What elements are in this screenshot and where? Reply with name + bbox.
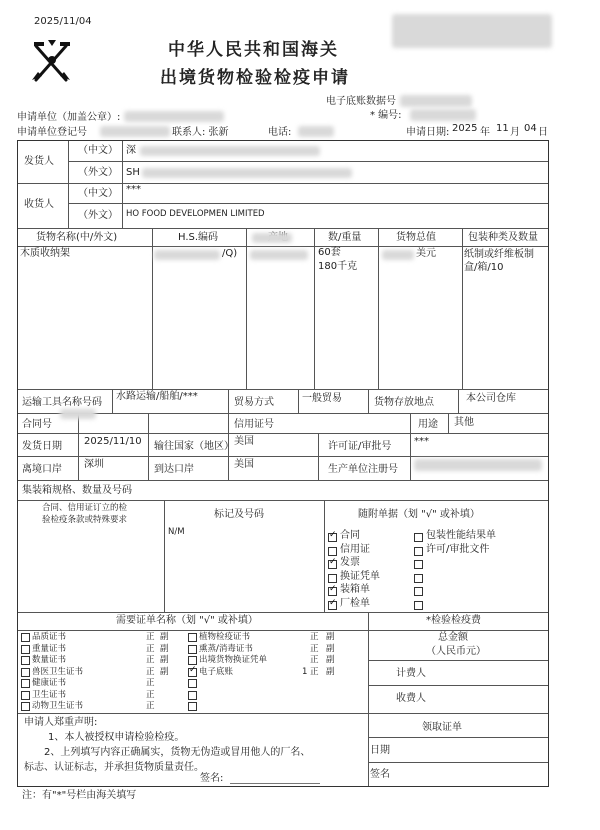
permit-label: 许可证/审批号 bbox=[328, 441, 392, 452]
goods-name-header: 货物名称(中/外文) bbox=[36, 232, 118, 243]
quantity-value: 60套 bbox=[318, 247, 341, 258]
doc-left-label-2: 发票 bbox=[340, 557, 360, 568]
cert-right-original-count-3: 1 bbox=[302, 666, 308, 677]
marks-label: 标记及号码 bbox=[214, 509, 264, 520]
doc-left-check-mark-5: ✓ bbox=[329, 597, 337, 608]
cert-left-label-4: 健康证书 bbox=[32, 678, 67, 688]
footer-note: 注：有"*"号栏由海关填写 bbox=[22, 790, 137, 801]
packaging-header: 包装种类及数量 bbox=[468, 232, 538, 243]
cert-left-original-3: 正 bbox=[146, 666, 155, 677]
cert-left-label-5: 卫生证书 bbox=[32, 689, 67, 700]
sign-label: 签名: bbox=[200, 773, 224, 784]
redacted-consignor-cn bbox=[140, 146, 320, 156]
applicant-reg-label: 申请单位登记号 bbox=[17, 127, 87, 138]
cert-left-copy-2: 副 bbox=[160, 655, 169, 665]
serial-label: * 编号: bbox=[370, 110, 402, 121]
cert-right-copy-0: 副 bbox=[326, 632, 335, 642]
usage-value: 其他 bbox=[454, 417, 474, 428]
cert-left-label-1: 重量证书 bbox=[32, 643, 67, 654]
quantity-header: 数/重量 bbox=[328, 232, 362, 243]
date-label: 日期 bbox=[370, 745, 390, 756]
doc-right-label-1: 许可/审批文件 bbox=[426, 543, 490, 555]
consignor-cn-label: （中文） bbox=[78, 145, 118, 156]
cert-left-checkbox-2[interactable] bbox=[21, 656, 30, 665]
cert-left-copy-0: 副 bbox=[160, 632, 169, 642]
cert-left-original-2: 正 bbox=[146, 655, 155, 665]
doc-left-label-5: 厂检单 bbox=[340, 597, 370, 609]
terms-label-2: 验检疫条款或特殊要求 bbox=[42, 515, 128, 525]
fee-heading: *检验检疫费 bbox=[426, 615, 481, 626]
applicant-unit-label: 申请单位（加盖公章）: bbox=[17, 112, 121, 123]
declaration-line3: 标志、认证标志，并承担货物质量责任。 bbox=[24, 762, 204, 773]
permit-value: *** bbox=[414, 436, 429, 447]
form-title-line1: 中华人民共和国海关 bbox=[168, 40, 339, 60]
doc-right-checkbox-3[interactable] bbox=[414, 574, 423, 583]
e-account-label: 电子底账数据号 bbox=[326, 96, 396, 107]
cert-right-original-3: 正 bbox=[310, 666, 319, 677]
consignee-cn-label: （中文） bbox=[78, 188, 118, 199]
docs-label: 随附单据（划 "√" 或补填） bbox=[358, 509, 480, 520]
consignor-en-value: SH bbox=[126, 167, 140, 178]
declaration-heading: 申请人郑重声明: bbox=[24, 717, 98, 728]
apply-year-unit: 年 bbox=[480, 127, 490, 138]
contact-label: 联系人: 张新 bbox=[172, 127, 229, 138]
cert-right-checkbox-2[interactable] bbox=[188, 656, 197, 665]
cert-left-checkbox-3[interactable] bbox=[21, 668, 30, 677]
cert-left-label-2: 数量证书 bbox=[32, 655, 67, 665]
cert-left-checkbox-5[interactable] bbox=[21, 691, 30, 700]
phone-label: 电话: bbox=[268, 127, 292, 138]
dest-country-label: 输往国家（地区） bbox=[154, 441, 234, 452]
consignor-cn-value: 深 bbox=[126, 145, 136, 156]
container-label: 集装箱规格、数量及号码 bbox=[22, 485, 132, 496]
value-currency: 美元 bbox=[416, 248, 436, 259]
declaration-line1: 1、本人被授权申请检验检疫。 bbox=[48, 732, 185, 743]
cert-left-original-0: 正 bbox=[146, 632, 155, 642]
redacted-serial bbox=[410, 109, 476, 121]
ship-date-label: 发货日期 bbox=[22, 441, 62, 452]
cert-left-checkbox-0[interactable] bbox=[21, 633, 30, 642]
storage-label: 货物存放地点 bbox=[374, 397, 434, 408]
apply-month-unit: 月 bbox=[510, 127, 520, 138]
storage-value: 本公司仓库 bbox=[466, 393, 516, 404]
doc-right-checkbox-4[interactable] bbox=[414, 587, 423, 596]
apply-year: 2025 bbox=[452, 123, 478, 134]
packaging-value: 纸制或纤维板制盒/箱/10 bbox=[464, 249, 534, 273]
consignor-label: 发货人 bbox=[24, 156, 54, 167]
doc-right-checkbox-5[interactable] bbox=[414, 601, 423, 610]
print-date: 2025/11/04 bbox=[34, 16, 92, 27]
cert-right-check-mark-3: ✓ bbox=[189, 664, 197, 675]
cert-right-label-0: 植物检疫证书 bbox=[199, 632, 251, 642]
fee-person-label: 计费人 bbox=[396, 668, 426, 679]
apply-date-label: 申请日期: bbox=[406, 127, 450, 138]
goods-name-value: 木质收纳架 bbox=[20, 248, 70, 259]
transport-label: 运输工具名称号码 bbox=[22, 397, 102, 408]
receive-label: 领取证单 bbox=[422, 722, 462, 733]
doc-right-checkbox-2[interactable] bbox=[414, 560, 423, 569]
doc-left-label-3: 换证凭单 bbox=[340, 570, 380, 582]
consignee-en-label: （外文） bbox=[78, 210, 118, 221]
redacted-origin-header bbox=[252, 233, 292, 243]
cert-left-checkbox-6[interactable] bbox=[21, 702, 30, 711]
cert-left-label-0: 品质证书 bbox=[32, 632, 67, 642]
doc-left-checkbox-1[interactable] bbox=[328, 547, 337, 556]
cert-right-label-3: 电子底账 bbox=[199, 666, 234, 677]
lc-label: 信用证号 bbox=[234, 419, 274, 430]
consignee-en-value: HO FOOD DEVELOPMEN LIMITED bbox=[126, 209, 265, 219]
total-unit-label: （人民币元） bbox=[426, 646, 486, 657]
dest-country-value: 美国 bbox=[234, 436, 254, 447]
doc-left-checkbox-3[interactable] bbox=[328, 574, 337, 583]
departure-port-value: 深圳 bbox=[84, 459, 104, 470]
cert-right-original-2: 正 bbox=[310, 655, 319, 665]
usage-label: 用途 bbox=[418, 419, 438, 430]
doc-left-check-mark-2: ✓ bbox=[329, 557, 337, 567]
cert-left-checkbox-4[interactable] bbox=[21, 679, 30, 688]
certs-heading: 需要证单名称（划 "√" 或补填） bbox=[116, 615, 258, 626]
cert-left-original-5: 正 bbox=[146, 689, 155, 700]
redacted-barcode bbox=[392, 14, 552, 48]
redacted-phone bbox=[298, 126, 334, 137]
doc-right-checkbox-0[interactable] bbox=[414, 533, 423, 542]
apply-month: 11 bbox=[496, 123, 509, 134]
trade-mode-value: 一般贸易 bbox=[302, 393, 342, 404]
cert-left-checkbox-1[interactable] bbox=[21, 645, 30, 654]
collector-label: 收费人 bbox=[396, 693, 426, 704]
consignor-en-label: （外文） bbox=[78, 167, 118, 178]
cert-right-checkbox-4[interactable] bbox=[188, 679, 197, 688]
hs-code-header: H.S.编码 bbox=[178, 232, 219, 243]
application-form-table bbox=[17, 140, 549, 787]
consignee-label: 收货人 bbox=[24, 199, 54, 210]
apply-day-unit: 日 bbox=[538, 127, 548, 138]
total-label: 总金额 bbox=[438, 632, 468, 643]
declaration-line2: 2、上列填写内容正确属实，货物无伪造或冒用他人的厂名、 bbox=[44, 747, 311, 758]
cert-right-label-1: 熏蒸/消毒证书 bbox=[199, 643, 253, 654]
redacted-consignor-en bbox=[142, 168, 352, 178]
cert-right-original-1: 正 bbox=[310, 643, 319, 654]
marks-value: N/M bbox=[168, 527, 185, 537]
terms-label-1: 合同、信用证订立的检 bbox=[42, 503, 128, 513]
doc-right-label-0: 包装性能结果单 bbox=[426, 530, 496, 541]
sign-label-right: 签名 bbox=[370, 769, 390, 780]
arrival-port-label: 到达口岸 bbox=[154, 464, 194, 475]
doc-left-label-0: 合同 bbox=[340, 530, 360, 541]
cert-left-copy-1: 副 bbox=[160, 643, 169, 654]
redacted-applicant-reg bbox=[100, 126, 170, 137]
contract-no-label: 合同号 bbox=[22, 419, 52, 430]
redacted-applicant-unit bbox=[124, 111, 224, 122]
arrival-port-value: 美国 bbox=[234, 459, 254, 470]
redacted-producer-reg bbox=[414, 459, 542, 471]
weight-value: 180千克 bbox=[318, 261, 358, 272]
cert-left-original-1: 正 bbox=[146, 643, 155, 654]
cert-right-checkbox-5[interactable] bbox=[188, 691, 197, 700]
cert-right-checkbox-1[interactable] bbox=[188, 645, 197, 654]
cert-left-original-6: 正 bbox=[146, 701, 155, 711]
value-header: 货物总值 bbox=[396, 232, 436, 243]
redacted-contract-no bbox=[60, 409, 96, 419]
cert-left-label-3: 兽医卫生证书 bbox=[32, 666, 84, 677]
cert-right-checkbox-0[interactable] bbox=[188, 633, 197, 642]
cert-right-label-2: 出境货物换证凭单 bbox=[199, 655, 268, 665]
redacted-origin bbox=[250, 250, 308, 260]
producer-reg-label: 生产单位注册号 bbox=[328, 464, 398, 475]
doc-left-label-4: 装箱单 bbox=[340, 584, 370, 595]
doc-right-checkbox-1[interactable] bbox=[414, 547, 423, 556]
customs-emblem-icon bbox=[26, 36, 78, 88]
hs-code-value: /Q) bbox=[222, 248, 238, 259]
departure-port-label: 离境口岸 bbox=[22, 464, 62, 475]
doc-left-check-mark-0: ✓ bbox=[329, 530, 337, 540]
cert-right-copy-1: 副 bbox=[326, 643, 335, 654]
doc-left-check-mark-4: ✓ bbox=[329, 584, 337, 594]
redacted-hs-code bbox=[154, 250, 220, 260]
consignee-cn-value: *** bbox=[126, 184, 141, 195]
cert-right-copy-2: 副 bbox=[326, 655, 335, 665]
cert-right-original-0: 正 bbox=[310, 632, 319, 642]
cert-right-checkbox-6[interactable] bbox=[188, 702, 197, 711]
ship-date-value: 2025/11/10 bbox=[84, 436, 142, 447]
cert-left-copy-3: 副 bbox=[160, 666, 169, 677]
cert-left-label-6: 动物卫生证书 bbox=[32, 701, 84, 711]
doc-left-label-1: 信用证 bbox=[340, 543, 370, 555]
cert-right-copy-3: 副 bbox=[326, 666, 335, 677]
transport-value: 水路运输/船舶/*** bbox=[116, 391, 198, 402]
cert-left-original-4: 正 bbox=[146, 678, 155, 688]
apply-day: 04 bbox=[524, 123, 537, 134]
form-title-line2: 出境货物检验检疫申请 bbox=[160, 68, 350, 88]
trade-mode-label: 贸易方式 bbox=[234, 397, 274, 408]
redacted-value bbox=[382, 250, 414, 260]
redacted-e-account bbox=[400, 95, 472, 107]
